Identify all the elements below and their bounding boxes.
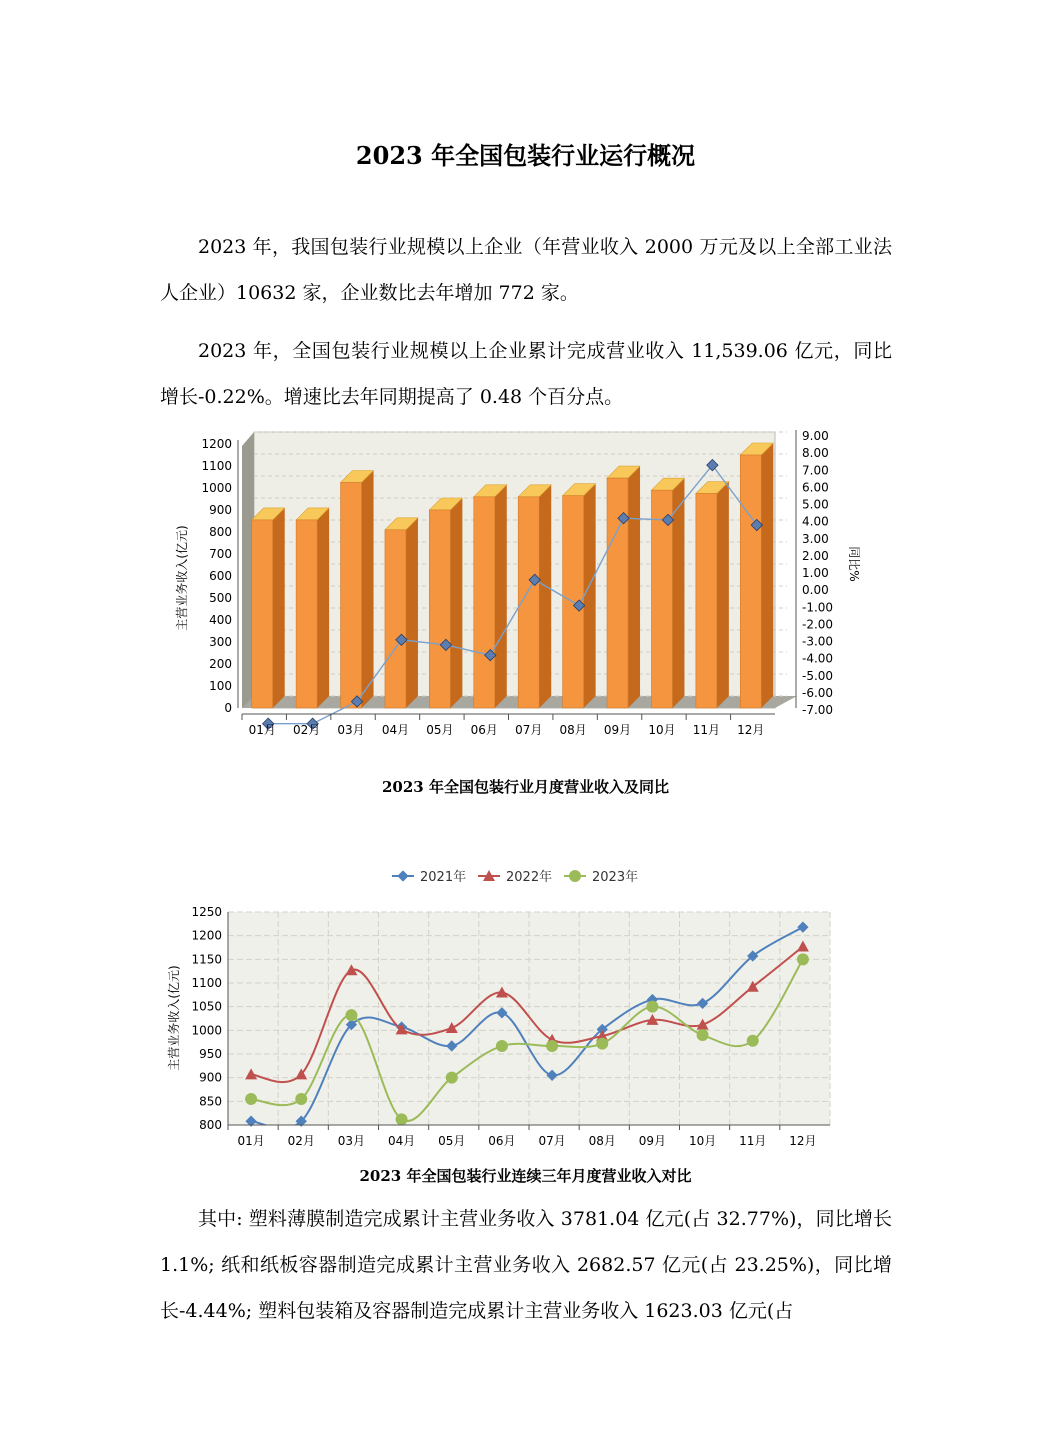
chart1-y-tick-label: 100 [209, 679, 232, 693]
chart1-bar [252, 508, 285, 708]
monthly-revenue-chart [160, 424, 860, 754]
chart2-y-axis-label: 主营业务收入(亿元) [167, 965, 181, 1071]
chart1-bar [518, 485, 551, 708]
chart1-bar-front [429, 510, 450, 708]
chart1-x-tick-label: 12月 [737, 723, 765, 737]
chart1-y-tick-label: 600 [209, 569, 232, 583]
chart2-legend-marker [397, 870, 408, 881]
chart1-bar-front [474, 497, 495, 708]
chart1-bar-front [607, 478, 628, 708]
chart2-x-tick-label: 11月 [739, 1134, 767, 1148]
chart1-bar-side [273, 508, 285, 708]
chart1-y2-tick-label: 9.00 [802, 429, 829, 443]
chart2-x-tick-label: 05月 [438, 1134, 466, 1148]
chart1-y-tick-label: 200 [209, 657, 232, 671]
chart1-y2-tick-label: 3.00 [802, 531, 829, 546]
chart1-x-tick-label: 09月 [603, 723, 632, 737]
chart1-bar [474, 485, 507, 708]
chart1-y-tick-label: 800 [209, 525, 232, 539]
chart1-y-tick-label: 0 [224, 701, 232, 715]
chart1-y2-tick-label: -4.00 [802, 651, 834, 666]
chart1-y2-tick-label: -2.00 [802, 617, 834, 632]
chart1-y2-tick-label: 1.00 [802, 566, 829, 580]
chart1-y2-tick-label: -7.00 [802, 703, 834, 717]
chart2-point [345, 1009, 357, 1021]
chart2-legend-item [564, 869, 638, 885]
chart1-y2-tick-label: 7.00 [802, 463, 829, 478]
chart2-y-tick-label: 1100 [191, 976, 222, 990]
chart2-point [747, 1035, 759, 1047]
chart1-bar [651, 478, 684, 708]
chart1-y2-tick-label: 5.00 [802, 497, 829, 512]
chart1-x-tick-label: 08月 [559, 723, 587, 737]
chart2-y-tick-label: 800 [199, 1118, 222, 1132]
chart2-legend-label: 2021年 [420, 870, 467, 885]
chart1-x-tick-label: 03月 [337, 723, 365, 737]
chart1-y2-tick-label: -1.00 [802, 600, 834, 615]
chart2-x-tick-label: 01月 [237, 1134, 265, 1148]
chart2-point [546, 1040, 558, 1052]
chart1-y2-tick-label: 4.00 [802, 514, 829, 529]
chart1-bar [740, 443, 773, 708]
chart1-bar-front [341, 483, 362, 709]
chart2-point [446, 1072, 458, 1084]
chart2-y-tick-label: 1200 [191, 928, 222, 943]
chart1-bar-front [296, 520, 317, 708]
chart2-y-tick-label: 1250 [191, 905, 222, 919]
chart1-y-tick-label: 900 [209, 503, 232, 517]
chart2-legend-label: 2022年 [506, 870, 553, 885]
chart2-y-tick-label: 900 [199, 1070, 222, 1085]
chart2-x-tick-label: 03月 [337, 1134, 366, 1148]
chart1-y-tick-label: 700 [209, 547, 232, 561]
chart2-point [596, 1038, 608, 1050]
chart1-bar-front [740, 455, 761, 708]
chart1-y2-tick-label: 8.00 [802, 446, 829, 461]
chart1-bar [296, 508, 329, 708]
chart1-bar-side [584, 484, 596, 708]
chart1-bar [341, 471, 374, 709]
paragraph-revenue: 2023 年，全国包装行业规模以上企业累计完成营业收入 11,539.06 亿元，同比增长-0.22%。增速比去年同期提高了 0.48 个百分点。 [160, 340, 892, 408]
chart2-point [646, 1001, 658, 1013]
chart1-y-tick-label: 500 [209, 591, 232, 605]
chart1-x-tick-label: 07月 [515, 723, 543, 737]
chart2-y-tick-label: 1150 [191, 952, 222, 967]
paragraph-enterprises: 2023 年，我国包装行业规模以上企业（年营业收入 2000 万元及以上全部工业法人企业）10632 家，企业数比去年增加 772 家。 [160, 236, 892, 304]
chart1-caption: 2023 年全国包装行业月度营业收入及同比 [382, 778, 669, 796]
chart1-bar-front [385, 530, 406, 708]
three-year-comparison-chart [160, 860, 860, 1148]
chart1-bar [696, 482, 729, 709]
chart1-bar [429, 498, 462, 708]
chart2-point [496, 1040, 508, 1052]
chart2-y-tick-label: 850 [199, 1094, 222, 1109]
chart1-bar-side [539, 485, 551, 708]
chart1-bar-side [628, 466, 640, 708]
chart2-y-tick-label: 1050 [191, 999, 222, 1014]
chart1-x-tick-label: 02月 [292, 723, 321, 737]
chart1-y-tick-label: 1200 [201, 437, 232, 451]
chart2-point [295, 1093, 307, 1105]
chart1-bar-side [717, 482, 729, 709]
chart1-y-axis-label: 主营业务收入(亿元) [175, 525, 189, 631]
chart2-x-tick-label: 12月 [789, 1134, 817, 1148]
chart1-bar-side [406, 518, 418, 708]
chart1-x-tick-label: 11月 [692, 723, 721, 737]
chart2-point [797, 953, 809, 965]
chart2-point [697, 1029, 709, 1041]
chart1-x-tick-label: 01月 [248, 723, 276, 737]
chart1-y-tick-label: 1100 [201, 459, 232, 473]
chart1-x-tick-label: 04月 [381, 723, 410, 737]
chart1-y2-tick-label: -6.00 [802, 685, 834, 700]
chart1-bar-side [317, 508, 329, 708]
chart1-y2-tick-label: 2.00 [802, 548, 829, 563]
chart2-caption: 2023 年全国包装行业连续三年月度营业收入对比 [359, 1167, 692, 1185]
chart1-y2-tick-label: -5.00 [802, 668, 834, 683]
chart1-bar-side [761, 443, 773, 708]
chart1-x-tick-label: 10月 [648, 723, 676, 737]
chart1-bar [563, 484, 596, 708]
chart2-x-tick-label: 02月 [287, 1134, 315, 1148]
chart1-bar [385, 518, 418, 708]
chart1-bar-front [252, 520, 273, 708]
chart1-y-tick-label: 300 [209, 635, 232, 649]
chart2-point [245, 1093, 257, 1105]
chart2-point [396, 1113, 408, 1125]
chart1-bar-front [696, 494, 717, 709]
paragraph-breakdown: 其中: 塑料薄膜制造完成累计主营业务收入 3781.04 亿元(占 32.77%)，同比增长 1.1%; 纸和纸板容器制造完成累计主营业务收入 2682.57 亿元(占 23.25%)，同比增长-4.44%; 塑料包装箱及容器制造完成累计主营业务收入 1623.03 亿元(占 [160, 1208, 892, 1322]
chart2-x-tick-label: 08月 [588, 1134, 616, 1148]
chart1-bar [607, 466, 640, 708]
chart1-y2-axis-label: 同比% [847, 546, 861, 582]
chart1-y2-tick-label: 6.00 [802, 480, 829, 495]
chart1-bar-side [495, 485, 507, 708]
chart2-legend-item [392, 869, 466, 885]
page-title: 2023 年全国包装行业运行概况 [355, 141, 696, 170]
chart1-y2-tick-label: 0.00 [802, 583, 829, 598]
chart2-x-tick-label: 04月 [387, 1134, 416, 1148]
chart1-x-tick-label: 05月 [426, 723, 454, 737]
chart2-x-tick-label: 09月 [638, 1134, 667, 1148]
chart2-x-tick-label: 06月 [488, 1134, 516, 1148]
chart2-y-tick-label: 950 [199, 1047, 222, 1061]
chart2-x-tick-label: 10月 [688, 1134, 717, 1148]
chart2-x-tick-label: 07月 [538, 1134, 566, 1148]
chart2-y-tick-label: 1000 [191, 1023, 222, 1038]
chart2-legend-marker [569, 870, 581, 882]
chart1-y-tick-label: 1000 [201, 481, 232, 495]
chart2-legend-item [478, 869, 552, 885]
chart1-bar-side [362, 471, 374, 709]
chart2-legend-label: 2023年 [592, 870, 639, 885]
chart1-y-tick-label: 400 [209, 613, 232, 627]
chart1-y2-tick-label: -3.00 [802, 634, 834, 649]
chart1-bar-side [450, 498, 462, 708]
chart1-x-tick-label: 06月 [470, 723, 498, 737]
